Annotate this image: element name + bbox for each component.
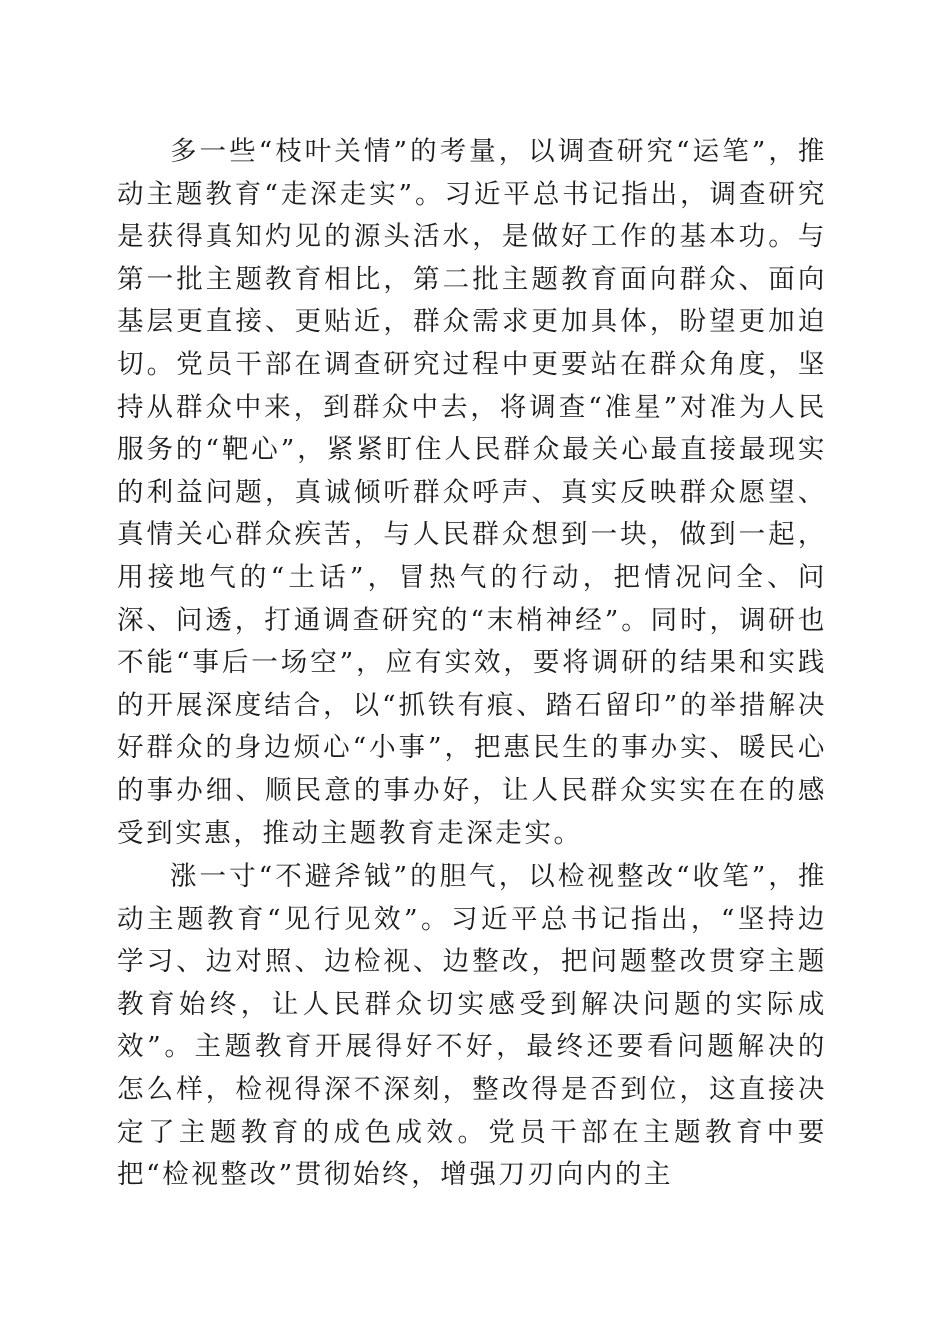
- paragraph-investigation-research: 多一些“枝叶关情”的考量，以调查研究“运笔”，推动主题教育“走深走实”。习近平总书记指出，调查研究是获得真知灼见的源头活水，是做好工作的基本功。与第一批主题教育相比，第二批主题教育面向群众、面向基层更直接、更贴近，群众需求更加具体，盼望更加迫切。党员干部在调查研究过程中更要站在群众角度，坚持从群众中来，到群众中去，将调查“准星”对准为人民服务的“靶心”，紧紧盯住人民群众最关心最直接最现实的利益问题，真诚倾听群众呼声、真实反映群众愿望、真情关心群众疾苦，与人民群众想到一块，做到一起，用接地气的“土话”，冒热气的行动，把情况问全、问深、问透，打通调查研究的“末梢神经”。同时，调研也不能“事后一场空”，应有实效，要将调研的结果和实践的开展深度结合，以“抓铁有痕、踏石留印”的举措解决好群众的身边烦心“小事”，把惠民生的事办实、暖民心的事办细、顺民意的事办好，让人民群众实实在在的感受到实惠，推动主题教育走深走实。: [117, 136, 827, 849]
- paragraph-inspection-rectification: 涨一寸“不避斧钺”的胆气，以检视整改“收笔”，推动主题教育“见行见效”。习近平总书记指出，“坚持边学习、边对照、边检视、边整改，把问题整改贯穿主题教育始终，让人民群众切实感受到解决问题的实际成效”。主题教育开展得好不好，最终还要看问题解决的怎么样，检视得深不深刻，整改得是否到位，这直接决定了主题教育的成色成效。党员干部在主题教育中要把“检视整改”贯彻始终，增强刀刃向内的主: [117, 861, 827, 1191]
